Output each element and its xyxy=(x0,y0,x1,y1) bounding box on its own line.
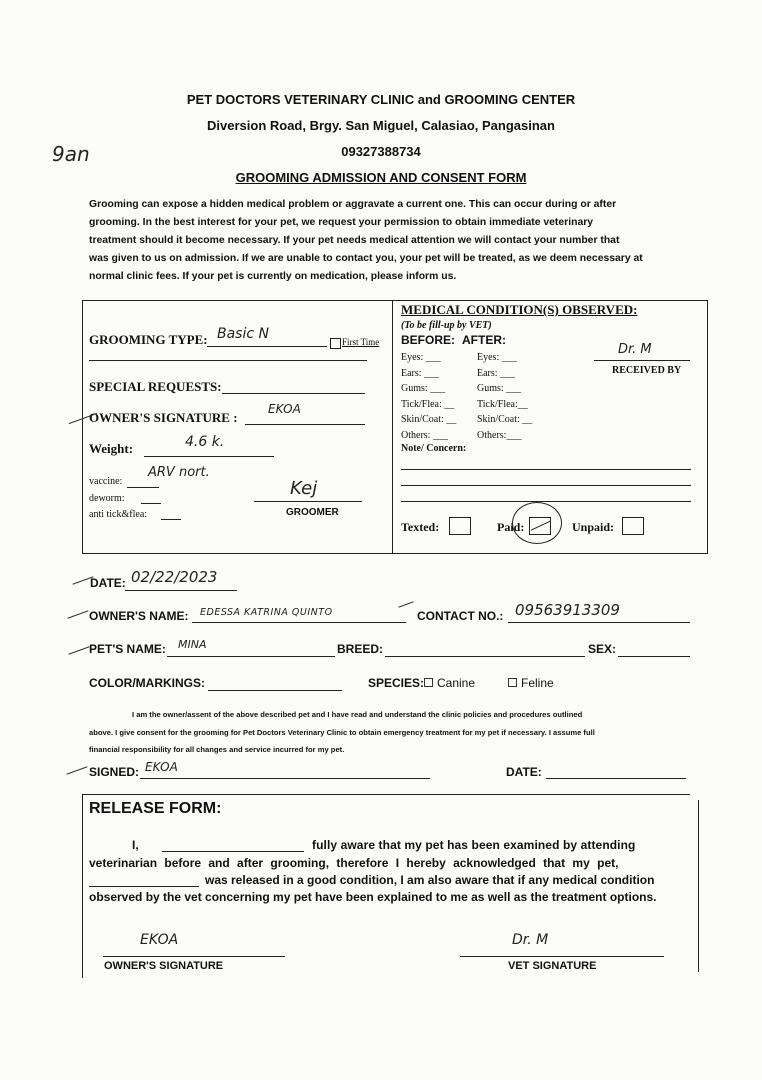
before-label: BEFORE: xyxy=(401,333,455,347)
release-left-border xyxy=(82,794,83,978)
date-field[interactable] xyxy=(125,590,237,591)
after-item[interactable]: Others:___ xyxy=(477,429,522,441)
intro-line: was given to us on admission. If we are unable to contact you, your pet will be treated, as we deem necessary at xyxy=(89,253,643,264)
feline-label: Feline xyxy=(521,676,554,690)
first-time-label: First Time xyxy=(342,337,380,347)
received-by-value: Dr. M xyxy=(618,342,652,357)
date-value: 02/22/2023 xyxy=(131,568,218,586)
intro-line: treatment should it become necessary. If your pet needs medical attention we will contact your number that xyxy=(89,235,620,246)
check-mark xyxy=(68,646,89,654)
groomer-label: GROOMER xyxy=(286,507,339,518)
unpaid-checkbox[interactable] xyxy=(622,517,644,535)
clinic-phone: 09327388734 xyxy=(341,144,421,159)
release-line-1-end: fully aware that my pet has been examined by attending xyxy=(312,838,636,852)
intro-line: normal clinic fees. If your pet is currently on medication, please inform us. xyxy=(89,271,457,282)
release-line-1-start: I, xyxy=(132,838,139,852)
texted-checkbox[interactable] xyxy=(449,517,471,535)
received-by-label: RECEIVED BY xyxy=(612,365,682,376)
after-label: AFTER: xyxy=(462,333,506,347)
contact-field[interactable] xyxy=(508,622,690,623)
groomer-signature-line xyxy=(254,501,362,502)
after-item[interactable]: Skin/Coat: __ xyxy=(477,414,533,426)
before-item[interactable]: Eyes: ___ xyxy=(401,352,441,363)
release-title: RELEASE FORM: xyxy=(89,800,222,817)
signed-date-field[interactable] xyxy=(546,778,686,779)
breed-label: BREED: xyxy=(337,642,384,656)
margin-note: 9an xyxy=(52,142,90,166)
feline-checkbox[interactable] xyxy=(508,678,517,687)
owner-signature-label: OWNER'S SIGNATURE : xyxy=(89,410,238,425)
intro-line: grooming. In the best interest for your pet, we request your permission to obtain immediate veterinary xyxy=(89,217,594,228)
before-item[interactable]: Tick/Flea: __ xyxy=(401,398,455,410)
release-line-3-end: was released in a good condition, I am also aware that if any medical condition xyxy=(205,873,655,887)
species-label: SPECIES: xyxy=(368,676,425,690)
release-vet-signature-value: Dr. M xyxy=(512,932,549,948)
color-markings-label: COLOR/MARKINGS: xyxy=(89,676,205,690)
feline-option[interactable] xyxy=(508,676,554,690)
medical-condition-subtitle: (To be fill-up by VET) xyxy=(401,320,492,331)
vaccine-label: vaccine: xyxy=(89,476,123,487)
release-top-border xyxy=(82,794,690,795)
owner-signature-field[interactable] xyxy=(245,424,365,425)
release-owner-signature-line[interactable] xyxy=(103,956,285,957)
before-list xyxy=(401,350,456,444)
consent-line: above. I give consent for the grooming for Pet Doctors Veterinary Clinic to obtain emergency treatment for my pet if necessary. I assume full xyxy=(89,727,595,737)
before-item[interactable]: Skin/Coat: __ xyxy=(401,414,457,426)
signed-value: EKOA xyxy=(145,760,178,774)
box-divider xyxy=(392,300,393,553)
before-item[interactable]: Gums: ___ xyxy=(401,383,446,395)
release-line-2: veterinarian before and after grooming, therefore I hereby acknowledged that my pet, xyxy=(89,856,619,870)
pet-name-field[interactable] xyxy=(167,656,335,657)
grooming-extra-line xyxy=(89,360,367,361)
check-mark xyxy=(398,601,413,607)
signed-date-label: DATE: xyxy=(506,765,542,779)
clinic-name: PET DOCTORS VETERINARY CLINIC and GROOMING CENTER xyxy=(186,92,576,107)
vaccine-value: ARV nort. xyxy=(148,465,210,480)
release-vet-signature-line[interactable] xyxy=(460,956,664,957)
release-owner-signature-label: OWNER'S SIGNATURE xyxy=(104,960,224,972)
medical-condition-title: MEDICAL CONDITION(S) OBSERVED: xyxy=(401,302,638,317)
intro-line: Grooming can expose a hidden medical problem or aggravate a current one. This can occur during or after xyxy=(89,199,617,210)
unpaid-label: Unpaid: xyxy=(572,520,615,534)
note-line[interactable] xyxy=(401,485,691,486)
after-list xyxy=(477,350,532,444)
signed-field[interactable] xyxy=(140,778,430,779)
paid-circle-mark xyxy=(512,502,562,544)
anti-tick-label: anti tick&flea: xyxy=(89,509,148,520)
special-requests-field[interactable] xyxy=(222,393,365,394)
grooming-type-label: GROOMING TYPE: xyxy=(89,332,208,347)
special-requests-label: SPECIAL REQUESTS: xyxy=(89,379,222,394)
before-item[interactable]: Ears: ___ xyxy=(401,367,440,379)
canine-checkbox[interactable] xyxy=(424,678,433,687)
before-item[interactable]: Others: ___ xyxy=(401,429,448,441)
pet-name-value: MINA xyxy=(178,638,207,651)
signed-label: SIGNED: xyxy=(89,765,140,779)
form-title: GROOMING ADMISSION AND CONSENT FORM xyxy=(235,170,527,185)
anti-tick-field[interactable] xyxy=(161,519,181,520)
after-item[interactable]: Ears: ___ xyxy=(477,367,516,379)
owner-signature-value: EKOA xyxy=(268,402,301,416)
sex-label: SEX: xyxy=(588,642,617,656)
canine-option[interactable] xyxy=(424,676,475,690)
color-markings-field[interactable] xyxy=(208,690,342,691)
check-mark xyxy=(67,610,88,618)
consent-paragraph xyxy=(89,706,695,759)
pet-name-label: PET'S NAME: xyxy=(89,642,166,656)
release-right-border xyxy=(698,800,699,972)
weight-field[interactable] xyxy=(144,456,274,457)
note-line[interactable] xyxy=(401,469,691,470)
release-owner-signature-value: EKOA xyxy=(140,932,179,948)
consent-line: financial responsibility for all changes and service incurred for my pet. xyxy=(89,745,345,754)
check-mark xyxy=(66,766,87,774)
release-name-field[interactable] xyxy=(162,851,304,852)
release-line-4: observed by the vet concerning my pet have been explained to me as well as the treatment options. xyxy=(89,890,657,904)
deworm-label: deworm: xyxy=(89,493,125,504)
weight-value: 4.6 k. xyxy=(185,434,225,450)
owner-name-field[interactable] xyxy=(192,622,406,623)
owner-name-label: OWNER'S NAME: xyxy=(89,609,189,623)
note-concern-label: Note/ Concern: xyxy=(401,443,467,454)
after-item[interactable]: Tick/Flea:__ xyxy=(477,398,528,410)
consent-line: I am the owner/assent of the above described pet and I have read and understand the clinic policies and procedures outlined xyxy=(132,710,583,719)
release-vet-signature-label: VET SIGNATURE xyxy=(508,960,597,972)
canine-label: Canine xyxy=(437,676,476,690)
received-by-line[interactable] xyxy=(594,360,690,361)
grooming-type-value: Basic N xyxy=(217,326,269,342)
groomer-signature: Kej xyxy=(290,478,318,499)
intro-paragraph xyxy=(89,196,695,286)
date-label: DATE: xyxy=(90,576,126,590)
after-item[interactable]: Eyes: ___ xyxy=(477,352,517,363)
clinic-address: Diversion Road, Brgy. San Miguel, Calasiao, Pangasinan xyxy=(207,118,555,133)
contact-label: CONTACT NO.: xyxy=(417,609,504,623)
breed-field[interactable] xyxy=(385,656,585,657)
first-time-checkbox[interactable] xyxy=(330,338,341,349)
release-pet-field[interactable] xyxy=(89,886,199,887)
note-line[interactable] xyxy=(401,501,691,502)
owner-name-value: EDESSA KATRINA QUINTO xyxy=(200,607,333,618)
weight-label: Weight: xyxy=(89,441,134,456)
deworm-field[interactable] xyxy=(141,503,161,504)
paid-label: Paid: xyxy=(497,520,525,534)
texted-label: Texted: xyxy=(401,520,440,534)
sex-field[interactable] xyxy=(618,656,690,657)
grooming-type-line[interactable] xyxy=(207,346,327,347)
contact-value: 09563913309 xyxy=(515,601,620,619)
after-item[interactable]: Gums: ___ xyxy=(477,383,522,395)
vaccine-field[interactable] xyxy=(127,487,159,488)
